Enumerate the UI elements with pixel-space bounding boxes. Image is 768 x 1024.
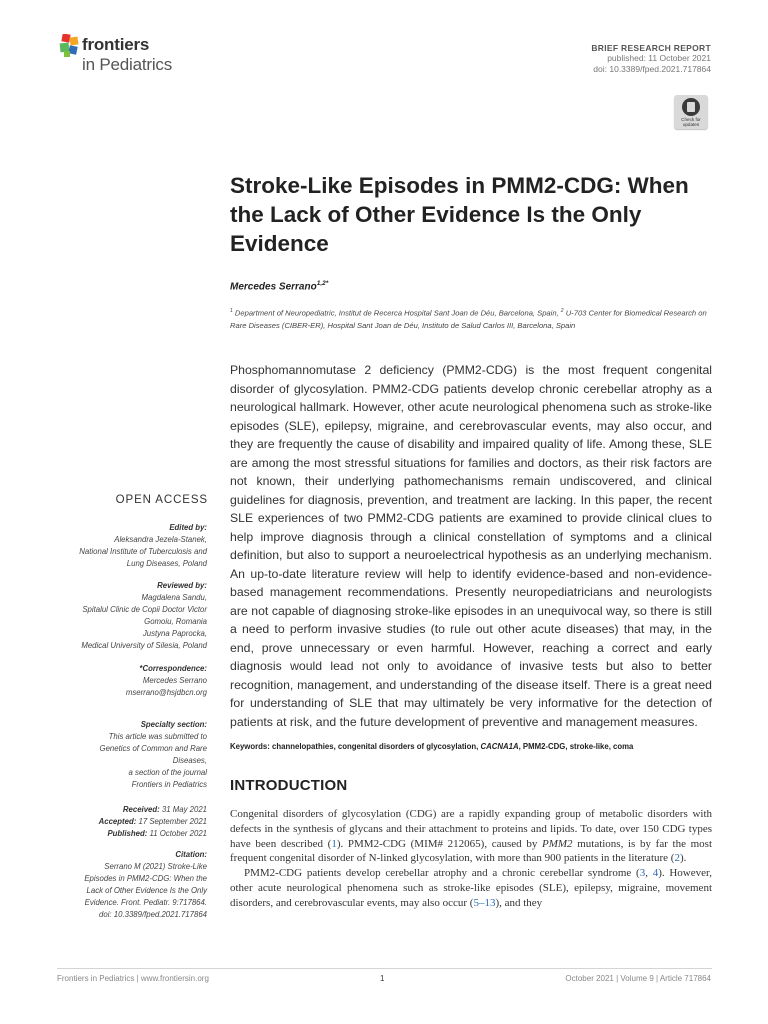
dates xyxy=(37,804,207,840)
citation-line: Serrano M (2021) Stroke-Like xyxy=(104,861,207,871)
citation-line: Lack of Other Evidence Is the Only xyxy=(86,885,207,895)
specialty-label: Specialty section: xyxy=(140,720,207,729)
author-name[interactable]: Mercedes Serrano xyxy=(230,281,317,293)
accepted-date xyxy=(37,816,207,828)
reviewer-line[interactable]: Magdalena Sandu, xyxy=(141,592,207,602)
footer-journal-link[interactable]: Frontiers in Pediatrics | www.frontiersin.org xyxy=(57,974,209,983)
published-label: Published: xyxy=(107,828,148,838)
accepted-label: Accepted: xyxy=(98,816,137,826)
citation-link[interactable]: 1 xyxy=(331,837,337,850)
citation-line: Evidence. Front. Pediatr. 9:717864. xyxy=(84,897,207,907)
correspondence-name: Mercedes Serrano xyxy=(142,675,207,685)
correspondence-label: *Correspondence: xyxy=(139,664,207,673)
article-doi[interactable]: doi: 10.3389/fped.2021.717864 xyxy=(593,63,711,74)
introduction-body xyxy=(230,807,712,911)
intro-paragraph-2 xyxy=(230,866,712,910)
intro-paragraph-1 xyxy=(230,807,712,866)
editor-line[interactable]: Aleksandra Jezela-Stanek, xyxy=(114,534,207,544)
check-updates-label: Check for updates xyxy=(681,117,701,127)
reviewed-by xyxy=(37,580,207,651)
specialty-line: Genetics of Common and Rare xyxy=(99,743,207,753)
affiliations xyxy=(230,305,712,332)
reviewer-line: Medical University of Silesia, Poland xyxy=(81,640,207,650)
intro-text: PMM2-CDG patients develop cerebellar atrophy and a chronic cerebellar syndrome ( xyxy=(244,867,640,880)
check-updates-icon xyxy=(682,98,700,116)
affiliation-1: Department of Neuropediatric, Institut de Recerca Hospital Sant Joan de Déu, Barcelona, Spain, xyxy=(234,308,559,318)
intro-text: ), and they xyxy=(495,896,543,909)
reviewer-line[interactable]: Justyna Paprocka, xyxy=(142,628,207,638)
intro-text: Congenital disorders of glycosylation (CDG) are a rapidly expanding group of metabolic disorders with defects in the synthesis of glycans and their attachment to proteins and lipids. To date, over 150 CDG types have been described ( xyxy=(230,808,712,850)
reviewed-by-label: Reviewed by: xyxy=(157,581,207,590)
keywords-gene: CACNA1A xyxy=(480,742,519,751)
specialty-line: Diseases, xyxy=(172,755,207,765)
frontiers-logo-icon xyxy=(58,34,82,58)
reviewer-line: Spitalul Clinic de Copii Doctor Victor xyxy=(82,604,207,614)
citation-link[interactable]: 4 xyxy=(652,867,659,880)
citation-link[interactable]: 3 xyxy=(639,867,646,880)
intro-text: ). However, other acute neurological phenomena such as stroke-like episodes (SLE), epilepsy, migraine, movement disorders, and cerebrovascular events, may also occur ( xyxy=(230,867,712,909)
gene-name: PMM2 xyxy=(542,837,573,850)
received-value: 31 May 2021 xyxy=(161,805,207,814)
article-meta xyxy=(451,43,711,74)
received-date xyxy=(37,804,207,816)
article-type: BRIEF RESEARCH REPORT xyxy=(591,43,711,53)
author-line xyxy=(230,280,328,292)
editor-line: National Institute of Tuberculosis and xyxy=(79,546,207,556)
intro-text: , xyxy=(645,867,653,880)
published-date-side xyxy=(37,828,207,840)
editor-line: Lung Diseases, Poland xyxy=(126,558,207,568)
reviewer-line: Gomoiu, Romania xyxy=(144,616,207,626)
affil-mark-1: 1 xyxy=(230,308,233,314)
check-for-updates-badge[interactable] xyxy=(674,95,708,129)
correspondence-email[interactable]: mserrano@hsjdbcn.org xyxy=(125,687,207,697)
specialty-line: Frontiers in Pediatrics xyxy=(131,779,207,789)
published-date: published: 11 October 2021 xyxy=(607,53,711,63)
logo-name: frontiers xyxy=(82,35,150,54)
open-access-label: OPEN ACCESS xyxy=(115,494,208,506)
accepted-value: 17 September 2021 xyxy=(138,816,207,826)
keywords-label: Keywords: xyxy=(230,742,270,751)
specialty-line: a section of the journal xyxy=(128,767,207,777)
article-title: Stroke-Like Episodes in PMM2-CDG: When the Lack of Other Evidence Is the Only Evidence xyxy=(230,173,689,256)
specialty-line: This article was submitted to xyxy=(108,731,207,741)
affil-mark-2: 2 xyxy=(560,308,564,314)
footer-issue-info: October 2021 | Volume 9 | Article 717864 xyxy=(565,974,711,983)
abstract: Phosphomannomutase 2 deficiency (PMM2-CDG) is the most frequent congenital disorder of glycosylation. PMM2-CDG patients develop chronic cerebellar atrophy as a neurological hallmark. However, other acute neurological phenomena such as stroke-like episodes (SLE), epilepsy, migraine, and cerebrovascular events, may also occur, and they are frequently the cause of disability and impaired quality of life. Among these, SLE are among the most stressful situations for families and doctors, as their risk factors are not known, their underlying pathomechanisms remain undiscovered, and clinical guidelines for diagnosis, prevention, and treatment are lacking. In this paper, the recent SLE experiences of two PMM2-CDG patients are examined to provide clinical clues to help improve diagnosis through a clinical constellation of symptoms and a clinical definition, but also to support a neuroelectrical hypothesis as an underlying mechanism. An up-to-date literature review will help to identify evidence-based and non-evidence-based management recommendations. Presently neuropediatricians and neurologists are not capable of diagnosing stroke-like episodes in an unequivocal way, so there is still a need to perform invasive studies (to rule out other acute diseases) that may, in the end, prove unnecessary or even harmful. However, reaching a correct and early diagnosis would lead not only to avoidance of invasive tests but also to better recognition, management, and understanding of the disease itself. There is a great need for understanding of SLE that may ultimately be very informative for the detection of patients at risk, and the future development of preventive and management measures. xyxy=(230,363,712,729)
intro-text: ). xyxy=(679,852,687,865)
keywords-text: channelopathies, congenital disorders of glycosylation, xyxy=(272,742,479,751)
section-heading-introduction: INTRODUCTION xyxy=(230,777,348,794)
citation xyxy=(37,849,207,920)
journal-logo xyxy=(58,34,238,82)
received-label: Received: xyxy=(122,805,160,814)
edited-by xyxy=(37,522,207,570)
keywords-text-end: , PMM2-CDG, stroke-like, coma xyxy=(518,742,634,751)
author-affiliation-marks: 1,2* xyxy=(316,280,329,287)
page-number: 1 xyxy=(380,974,385,983)
correspondence xyxy=(37,663,207,699)
citation-line: Episodes in PMM2-CDG: When the xyxy=(84,873,207,883)
intro-text: mutations, is by far the most frequent congenital disorder of N-linked glycosylation, with more than 900 patients in the literature ( xyxy=(230,837,713,865)
specialty-section xyxy=(37,719,207,790)
citation-label: Citation: xyxy=(175,850,207,859)
published-value: 11 October 2021 xyxy=(149,828,207,838)
intro-text: ). PMM2-CDG (MIM# 212065), caused by xyxy=(336,837,542,850)
citation-link[interactable]: 5–13 xyxy=(473,896,496,909)
citation-link[interactable]: 2 xyxy=(674,852,680,865)
citation-doi[interactable]: doi: 10.3389/fped.2021.717864 xyxy=(99,909,207,919)
logo-journal: in Pediatrics xyxy=(82,55,172,74)
keywords xyxy=(230,742,720,751)
edited-by-label: Edited by: xyxy=(169,523,207,532)
affiliation-2: U-703 Center for Biomedical Research on Rare Diseases (CIBER-ER), Hospital Sant Joan de Déu, Instituto de Salud Carlos III, Barcelona, Spain xyxy=(230,308,707,330)
footer-divider xyxy=(57,968,712,969)
